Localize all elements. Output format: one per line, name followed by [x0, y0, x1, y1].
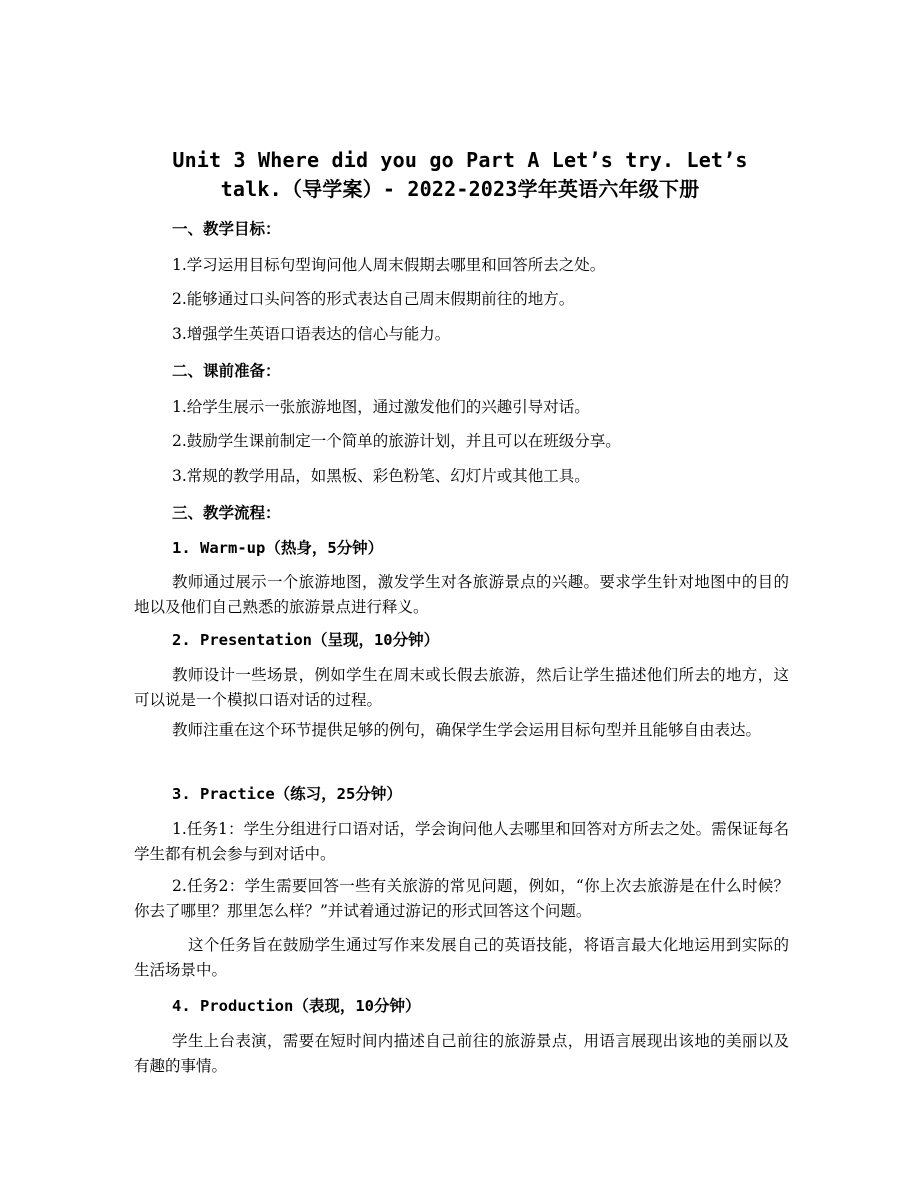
section-heading-procedure: 三、教学流程：	[172, 503, 281, 522]
practice-paragraph-2: 2.任务2：学生需要回答一些有关旅游的常见问题，例如，“你上次去旅游是在什么时候？你去了哪里？那里怎么样？”并试着通过游记的形式回答这个问题。	[134, 877, 789, 920]
section-heading-preparation: 二、课前准备：	[172, 361, 281, 380]
step-title-production: 4. Production（表现，10分钟）	[172, 997, 421, 1015]
preparation-item: 2.鼓励学生课前制定一个简单的旅游计划，并且可以在班级分享。	[172, 432, 621, 450]
document-title	[120, 146, 800, 204]
title-line-1: Unit 3 Where did you go Part A Let’s try. Let’s	[172, 148, 748, 172]
objective-item: 2.能够通过口头问答的形式表达自己周末假期前往的地方。	[172, 290, 575, 308]
presentation-paragraph-2: 教师注重在这个环节提供足够的例句，确保学生学会运用目标句型并且能够自由表达。	[172, 721, 762, 739]
preparation-item: 1.给学生展示一张旅游地图，通过激发他们的兴趣引导对话。	[172, 398, 590, 416]
preparation-item: 3.常规的教学用品，如黑板、彩色粉笔、幻灯片或其他工具。	[172, 467, 590, 485]
practice-paragraph-1: 1.任务1：学生分组进行口语对话，学会询问他人去哪里和回答对方所去之处。需保证每名学生都有机会参与到对话中。	[134, 820, 789, 863]
section-heading-objectives: 一、教学目标：	[172, 219, 281, 238]
objective-item: 1.学习运用目标句型询问他人周末假期去哪里和回答所去之处。	[172, 256, 606, 274]
title-line-2: talk.（导学案）- 2022-2023学年英语六年级下册	[220, 177, 700, 201]
step-title-warmup: 1. Warm-up（热身，5分钟）	[172, 539, 384, 557]
production-paragraph: 学生上台表演，需要在短时间内描述自己前往的旅游景点，用语言展现出该地的美丽以及有趣的事情。	[134, 1032, 789, 1075]
objective-item: 3.增强学生英语口语表达的信心与能力。	[172, 325, 451, 343]
warmup-paragraph: 教师通过展示一个旅游地图，激发学生对各旅游景点的兴趣。要求学生针对地图中的目的地以及他们自己熟悉的旅游景点进行释义。	[134, 573, 789, 616]
step-title-practice: 3. Practice（练习，25分钟）	[172, 785, 402, 803]
presentation-paragraph-1: 教师设计一些场景，例如学生在周末或长假去旅游，然后让学生描述他们所去的地方，这可以说是一个模拟口语对话的过程。	[134, 666, 789, 709]
practice-paragraph-3: 这个任务旨在鼓励学生通过写作来发展自己的英语技能，将语言最大化地运用到实际的生活场景中。	[134, 936, 789, 979]
step-title-presentation: 2. Presentation（呈现，10分钟）	[172, 631, 440, 649]
